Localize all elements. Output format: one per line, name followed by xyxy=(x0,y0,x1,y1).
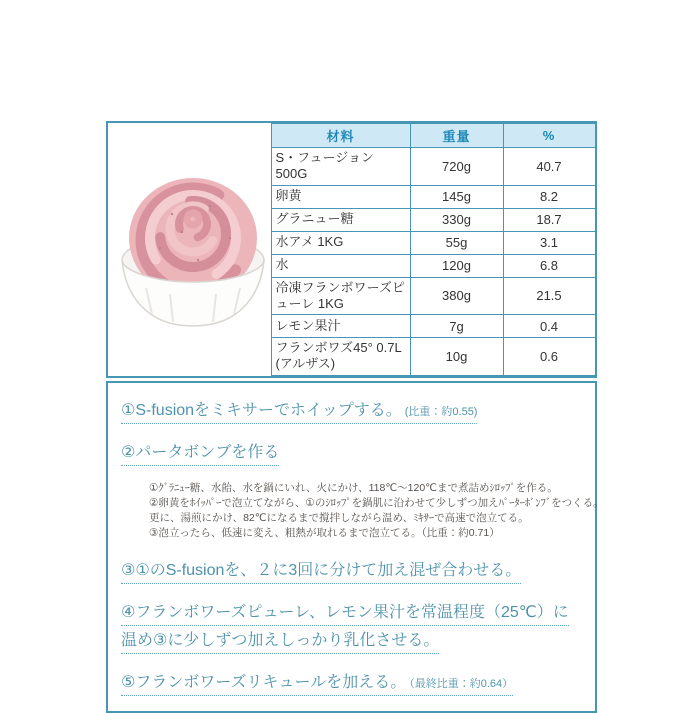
step-3-text: ③①のS-fusionを、２に3回に分けて加え混ぜ合わせる。 xyxy=(121,562,521,579)
step-5 xyxy=(121,669,582,697)
ingredient-percent: 8.2 xyxy=(503,185,595,208)
ingredient-weight: 55g xyxy=(410,231,503,254)
step-1-text: ①S-fusionをミキサーでホイップする。 xyxy=(121,402,402,419)
ingredient-weight: 145g xyxy=(410,185,503,208)
col-header-weight: 重量 xyxy=(410,124,503,148)
step-1-note: (比重：約0.55) xyxy=(405,406,478,418)
step-1 xyxy=(121,397,582,425)
ingredient-weight: 10g xyxy=(410,338,503,376)
ingredient-percent: 0.6 xyxy=(503,338,595,376)
step-2-text: ②パータボンブを作る xyxy=(121,444,279,461)
raspberry-cream-bowl-illustration xyxy=(112,156,271,340)
step-3 xyxy=(121,557,582,585)
instructions-box xyxy=(106,381,597,713)
ingredient-percent: 6.8 xyxy=(503,254,595,277)
step-2 xyxy=(121,439,582,467)
ingredient-percent: 0.4 xyxy=(503,315,595,338)
substep: ②卵黄をﾎｲｯﾊﾟｰで泡立てながら、①のｼﾛｯﾌﾟを鍋肌に沿わせて少しずつ加えﾊﾟｰﾀｰﾎﾞﾝﾌﾞをつくる。 xyxy=(149,496,578,511)
ingredient-name: レモン果汁 xyxy=(271,315,410,338)
ingredient-weight: 120g xyxy=(410,254,503,277)
ingredient-name: 卵黄 xyxy=(271,185,410,208)
ingredient-name: グラニュー糖 xyxy=(271,208,410,231)
col-header-percent: % xyxy=(503,124,595,148)
step-4-text: ④フランボワーズピューレ、レモン果汁を常温程度（25℃）に温め③に少しずつ加えしっかり乳化させる。 xyxy=(121,604,569,649)
ingredient-name: フランボワズ45° 0.7L (アルザス) xyxy=(271,338,410,376)
step-2-substeps xyxy=(149,481,578,542)
substep: 更に、湯煎にかけ、82℃になるまで撹拌しながら温め、ﾐｷｻｰで高速で泡立てる。 xyxy=(149,511,578,526)
ingredient-weight: 720g xyxy=(410,148,503,186)
ingredient-name: 冷凍フランボワーズピューレ 1KG xyxy=(271,277,410,315)
ingredient-percent: 18.7 xyxy=(503,208,595,231)
step-5-note: （最終比重：約0.64） xyxy=(409,678,513,690)
ingredients-table xyxy=(108,123,596,376)
recipe-card xyxy=(106,121,597,713)
col-header-material: 材料 xyxy=(271,124,410,148)
step-4 xyxy=(121,599,582,655)
ingredient-name: 水 xyxy=(271,254,410,277)
ingredient-name: S・フュージョン 500G xyxy=(271,148,410,186)
ingredient-percent: 21.5 xyxy=(503,277,595,315)
ingredient-percent: 40.7 xyxy=(503,148,595,186)
ingredients-table-box xyxy=(106,121,597,378)
ingredient-name: 水アメ 1KG xyxy=(271,231,410,254)
ingredient-weight: 330g xyxy=(410,208,503,231)
dessert-photo xyxy=(108,124,271,376)
table-header-row xyxy=(108,124,595,148)
ingredient-percent: 3.1 xyxy=(503,231,595,254)
substep: ③泡立ったら、低速に変え、粗熱が取れるまで泡立てる。（比重：約0.71） xyxy=(149,526,578,541)
substep: ①ｸﾞﾗﾆｭｰ糖、水飴、水を鍋にいれ、火にかけ、118℃～120℃まで煮詰めｼﾛｯﾌﾟを作る。 xyxy=(149,481,578,496)
ingredient-weight: 7g xyxy=(410,315,503,338)
ingredient-weight: 380g xyxy=(410,277,503,315)
step-5-text: ⑤フランボワーズリキュールを加える。 xyxy=(121,674,406,691)
